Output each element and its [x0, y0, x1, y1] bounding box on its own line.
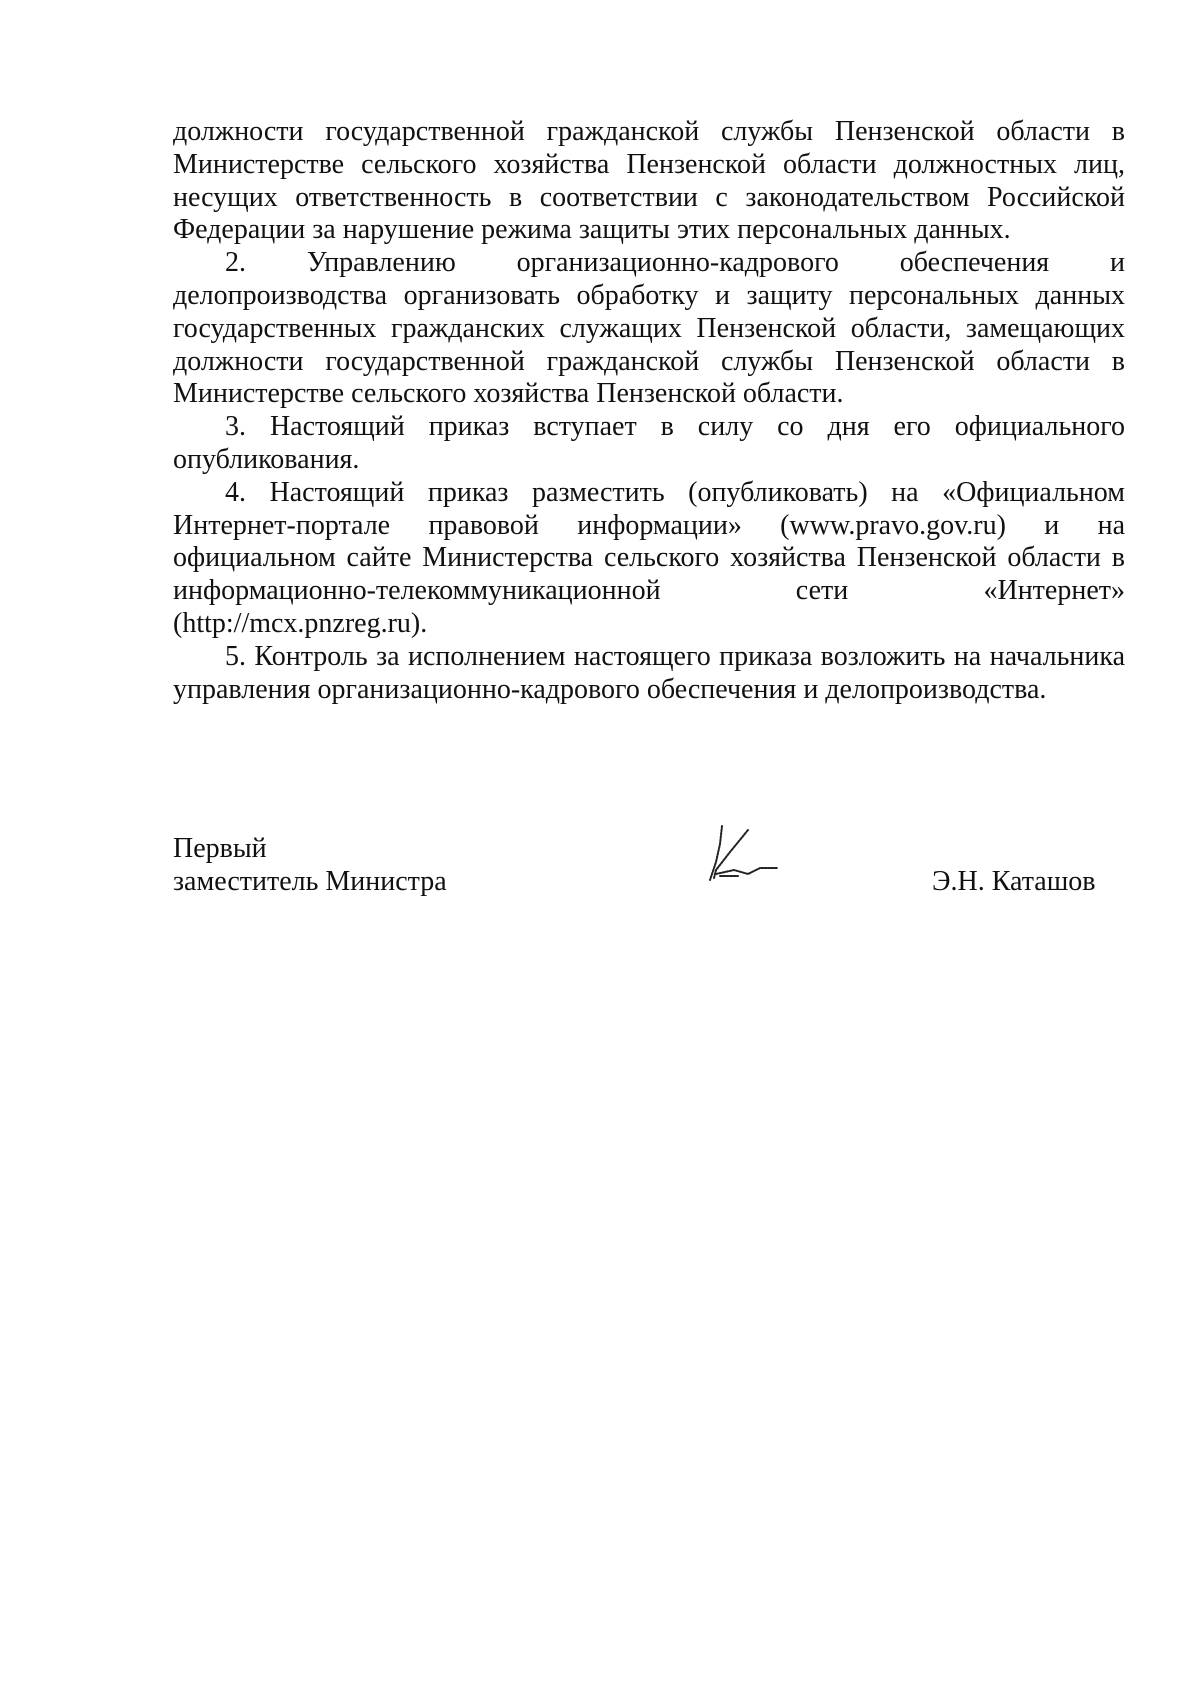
document-body: [173, 116, 1125, 706]
signatory-title-line-1: Первый: [173, 833, 267, 864]
signatory-name: Э.Н. Каташов: [932, 866, 1096, 897]
paragraph-item-4: 4. Настоящий приказ разместить (опубликовать) на «Официальном Интернет-портале правовой информации» (www.pravo.gov.ru) и на официальном сайте Министерства сельского хозяйства Пензенской области в информационно-телекоммуникационной сети «Интернет» (http://mcx.pnzreg.ru).: [173, 476, 1125, 639]
paragraph-item-5: 5. Контроль за исполнением настоящего приказа возложить на начальника управления организационно-кадрового обеспечения и делопроизводства.: [173, 640, 1125, 705]
handwritten-signature: [700, 822, 790, 892]
paragraph-continuation: должности государственной гражданской службы Пензенской области в Министерстве сельского хозяйства Пензенской области должностных лиц, несущих ответственность в соответствии с законодательством Российской Федерации за нарушение режима защиты этих персональных данных.: [173, 116, 1125, 246]
signatory-title-line-2: заместитель Министра: [173, 866, 447, 897]
paragraph-item-3: 3. Настоящий приказ вступает в силу со дня его официального опубликования.: [173, 411, 1125, 475]
paragraph-item-2: 2. Управлению организационно-кадрового обеспечения и делопроизводства организовать обработку и защиту персональных данных государственных гражданских служащих Пензенской области, замещающих должности государственной гражданской службы Пензенской области в Министерстве сельского хозяйства Пензенской области.: [173, 247, 1125, 410]
